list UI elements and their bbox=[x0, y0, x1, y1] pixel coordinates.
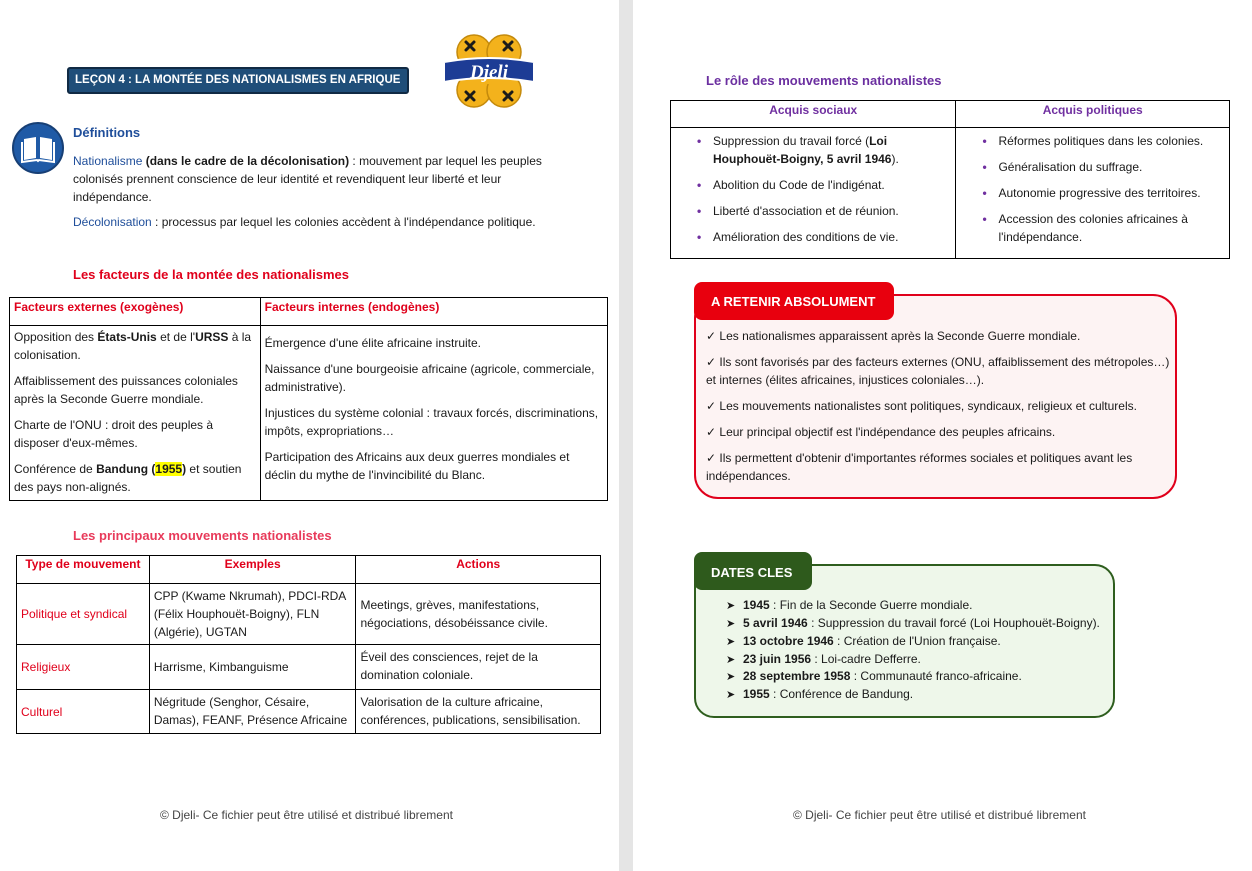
list-item: • Autonomie progressive des territoires. bbox=[960, 184, 1223, 202]
arrow-icon: ➤ bbox=[726, 636, 736, 648]
acquis-sociaux-cell bbox=[671, 128, 956, 259]
arrow-icon: ➤ bbox=[726, 618, 736, 630]
term-decolonisation: Décolonisation bbox=[73, 215, 152, 229]
list-item: ➤ 1955 : Conférence de Bandung. bbox=[726, 685, 913, 704]
external-factors-cell bbox=[10, 326, 261, 501]
definitions-title: Définitions bbox=[73, 125, 141, 140]
movement-type: Religieux bbox=[17, 645, 150, 690]
header-acquis-sociaux: Acquis sociaux bbox=[671, 101, 956, 128]
arrow-icon: ➤ bbox=[726, 600, 736, 612]
right-page bbox=[633, 0, 1252, 871]
list-item: ➤ 28 septembre 1958 : Communauté franco-africaine. bbox=[726, 667, 1022, 686]
djeli-logo bbox=[440, 30, 538, 114]
list-item: • Accession des colonies africaines à l'indépendance. bbox=[960, 210, 1223, 246]
footer-left: © Djeli- Ce fichier peut être utilisé et distribué librement bbox=[160, 808, 453, 822]
check-icon: ✓ bbox=[706, 399, 717, 413]
header-examples: Exemples bbox=[149, 556, 356, 584]
left-page bbox=[0, 0, 619, 871]
table-row bbox=[17, 690, 601, 734]
retenir-line-4: ✓ Leur principal objectif est l'indépendance des peuples africains. bbox=[706, 425, 1056, 439]
movements-header-row bbox=[17, 556, 601, 584]
external-factor-2: Affaiblissement des puissances coloniales après la Seconde Guerre mondiale. bbox=[14, 374, 238, 406]
header-type: Type de mouvement bbox=[17, 556, 150, 584]
definition-nationalisme bbox=[73, 152, 553, 206]
list-item: ➤ 13 octobre 1946 : Création de l'Union française. bbox=[726, 632, 1001, 651]
retenir-line-5: ✓ Ils permettent d'obtenir d'importantes réformes sociales et politiques avant les indépendances. bbox=[706, 451, 1133, 483]
list-item: • Liberté d'association et de réunion. bbox=[675, 202, 949, 220]
list-item: ➤ 5 avril 1946 : Suppression du travail forcé (Loi Houphouët-Boigny). bbox=[726, 614, 1100, 633]
movements-table bbox=[16, 555, 601, 734]
list-item: • Généralisation du suffrage. bbox=[960, 158, 1223, 176]
factors-content-row bbox=[10, 326, 608, 501]
list-item: • Suppression du travail forcé (Loi Houphouët-Boigny, 5 avril 1946). bbox=[675, 132, 949, 168]
internal-factor-1: Émergence d'une élite africaine instruite. bbox=[264, 336, 482, 350]
role-title: Le rôle des mouvements nationalistes bbox=[706, 73, 942, 88]
acquis-politiques-cell bbox=[956, 128, 1230, 259]
movement-type: Culturel bbox=[17, 690, 150, 734]
footer-right: © Djeli- Ce fichier peut être utilisé et distribué librement bbox=[793, 808, 1086, 822]
retenir-title: A RETENIR ABSOLUMENT bbox=[694, 282, 894, 320]
def1-text: : mouvement par lequel les peuples colonisés prennent conscience de leur identité et revendiquent leur liberté et leur indépendance. bbox=[73, 154, 542, 204]
movement-examples: CPP (Kwame Nkrumah), PDCI-RDA (Félix Houphouët-Boigny), FLN (Algérie), UGTAN bbox=[149, 584, 356, 645]
list-item: • Abolition du Code de l'indigénat. bbox=[675, 176, 949, 194]
acquis-table bbox=[670, 100, 1230, 259]
list-item: • Réformes politiques dans les colonies. bbox=[960, 132, 1223, 150]
external-factor-3: Charte de l'ONU : droit des peuples à disposer d'eux-mêmes. bbox=[14, 418, 214, 450]
definition-decolonisation bbox=[73, 213, 553, 231]
retenir-line-2: ✓ Ils sont favorisés par des facteurs externes (ONU, affaiblissement des métropoles…) et internes (élites africaines, injustices coloniales…). bbox=[706, 355, 1170, 387]
external-factor-1: Opposition des États-Unis et de l'URSS à la colonisation. bbox=[14, 330, 252, 362]
acquis-header-row bbox=[671, 101, 1230, 128]
movement-examples: Harrisme, Kimbanguisme bbox=[149, 645, 356, 690]
acquis-content-row bbox=[671, 128, 1230, 259]
check-icon: ✓ bbox=[706, 329, 717, 343]
term-nationalisme: Nationalisme bbox=[73, 154, 143, 168]
list-item: • Amélioration des conditions de vie. bbox=[675, 228, 949, 246]
external-factor-4: Conférence de Bandung (1955) et soutien des pays non-alignés. bbox=[14, 462, 242, 494]
internal-factor-4: Participation des Africains aux deux guerres mondiales et déclin du mythe de l'invincibilité du Blanc. bbox=[264, 450, 570, 482]
check-icon: ✓ bbox=[706, 451, 717, 465]
movement-actions: Valorisation de la culture africaine, conférences, publications, sensibilisation. bbox=[356, 690, 601, 734]
retenir-line-3: ✓ Les mouvements nationalistes sont politiques, syndicaux, religieux et culturels. bbox=[706, 399, 1137, 413]
check-icon: ✓ bbox=[706, 425, 717, 439]
movement-actions: Meetings, grèves, manifestations, négociations, désobéissance civile. bbox=[356, 584, 601, 645]
arrow-icon: ➤ bbox=[726, 671, 736, 683]
movement-actions: Éveil des consciences, rejet de la domination coloniale. bbox=[356, 645, 601, 690]
internal-factor-2: Naissance d'une bourgeoisie africaine (agricole, commerciale, administrative). bbox=[264, 362, 595, 394]
arrow-icon: ➤ bbox=[726, 689, 736, 701]
header-external: Facteurs externes (exogènes) bbox=[10, 298, 261, 326]
def1-bold: (dans le cadre de la décolonisation) bbox=[142, 154, 350, 168]
dates-title: DATES CLES bbox=[694, 552, 812, 590]
book-icon bbox=[12, 122, 64, 174]
movement-examples: Négritude (Senghor, Césaire, Damas), FEANF, Présence Africaine bbox=[149, 690, 356, 734]
factors-table bbox=[9, 297, 608, 501]
retenir-line-1: ✓ Les nationalismes apparaissent après la Seconde Guerre mondiale. bbox=[706, 329, 1081, 343]
list-item: ➤ 1945 : Fin de la Seconde Guerre mondiale. bbox=[726, 596, 972, 615]
header-acquis-politiques: Acquis politiques bbox=[956, 101, 1230, 128]
lesson-title-banner: LEÇON 4 : LA MONTÉE DES NATIONALISMES EN AFRIQUE bbox=[67, 67, 409, 94]
table-row bbox=[17, 584, 601, 645]
movements-title: Les principaux mouvements nationalistes bbox=[73, 528, 332, 543]
factors-title: Les facteurs de la montée des nationalismes bbox=[73, 267, 349, 282]
page-gutter bbox=[619, 0, 633, 871]
header-internal: Facteurs internes (endogènes) bbox=[260, 298, 607, 326]
internal-factors-cell bbox=[260, 326, 607, 501]
djeli-logo-icon bbox=[440, 30, 538, 114]
def2-text: : processus par lequel les colonies accèdent à l'indépendance politique. bbox=[151, 215, 536, 229]
internal-factor-3: Injustices du système colonial : travaux forcés, discriminations, impôts, expropriations… bbox=[264, 406, 599, 438]
highlight-1955: 1955 bbox=[155, 462, 183, 476]
table-row bbox=[17, 645, 601, 690]
arrow-icon: ➤ bbox=[726, 654, 736, 666]
header-actions: Actions bbox=[356, 556, 601, 584]
movement-type: Politique et syndical bbox=[17, 584, 150, 645]
factors-header-row bbox=[10, 298, 608, 326]
check-icon: ✓ bbox=[706, 355, 717, 369]
list-item: ➤ 23 juin 1956 : Loi-cadre Defferre. bbox=[726, 650, 921, 669]
logo-text: Djeli bbox=[470, 62, 508, 83]
